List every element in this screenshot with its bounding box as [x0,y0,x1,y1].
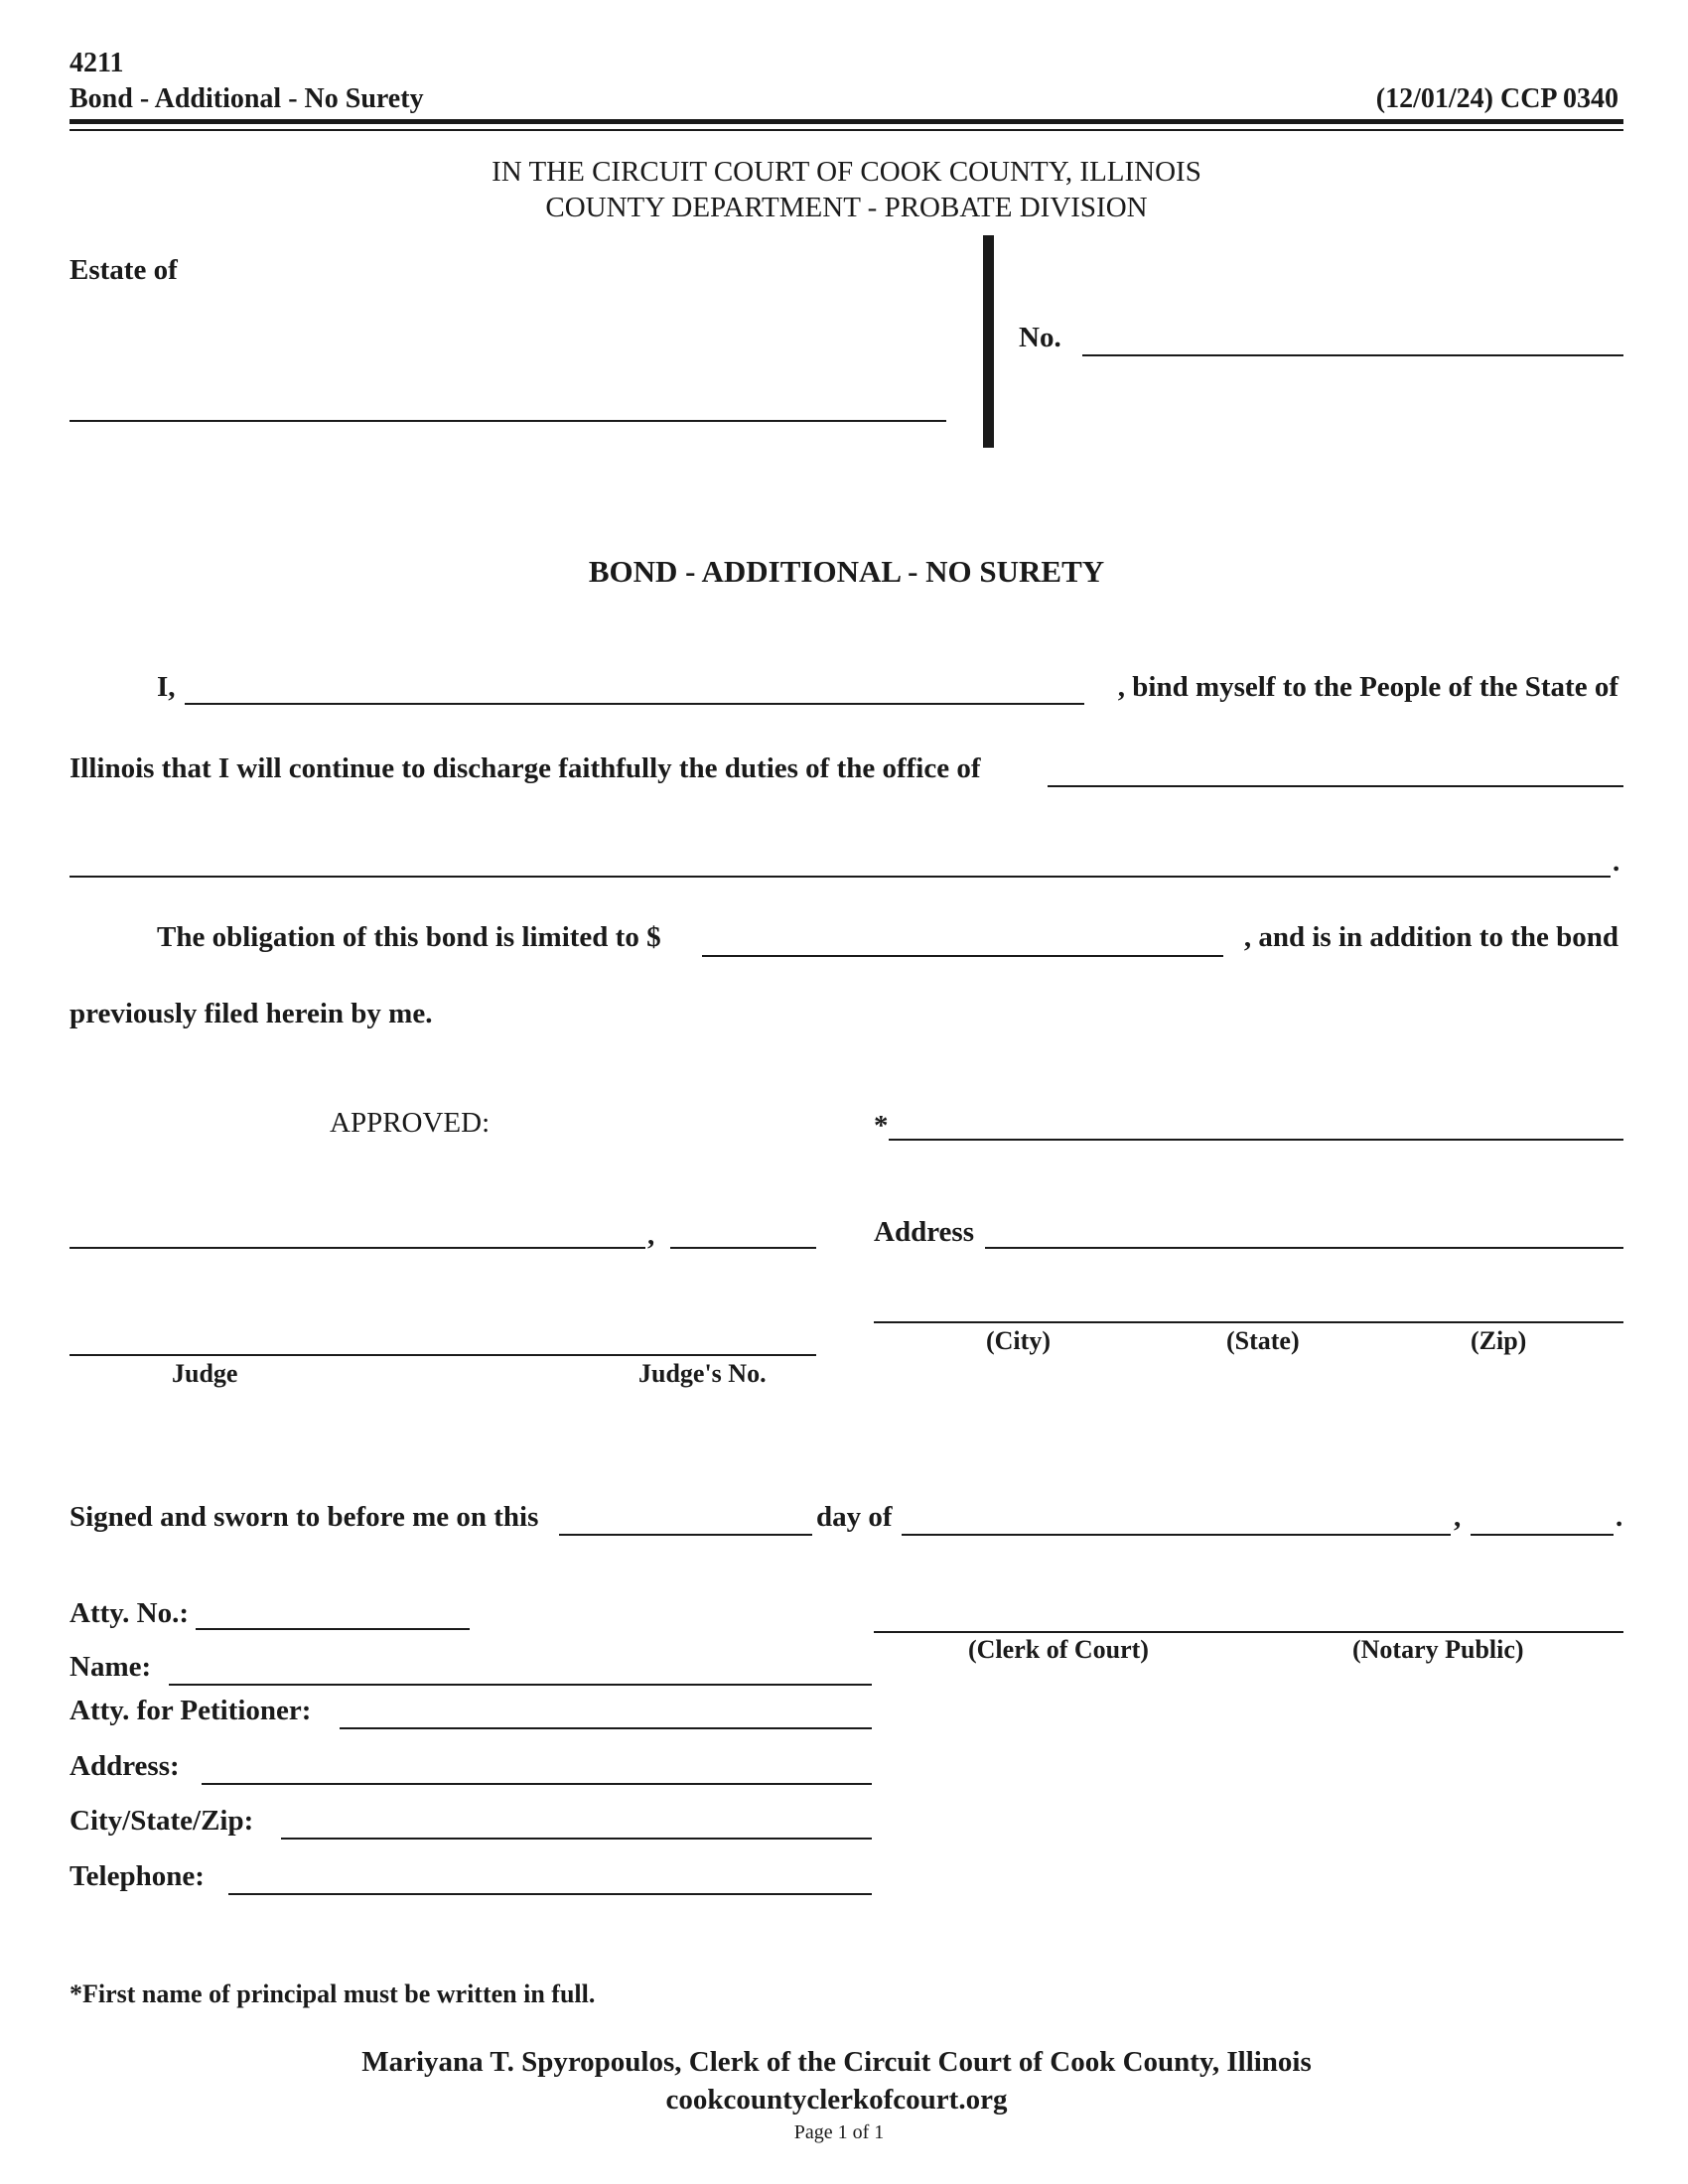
header-rule-thick [70,119,1623,124]
caption-divider [983,235,994,448]
p2-text: Illinois that I will continue to discharge faithfully the duties of the office of [70,752,981,784]
city-caption: (City) [986,1326,1051,1355]
case-no-label: No. [1019,322,1061,353]
court-heading-line2: COUNTY DEPARTMENT - PROBATE DIVISION [545,192,1148,223]
office-line-2[interactable] [70,876,1611,878]
court-heading-line1: IN THE CIRCUIT COURT OF COOK COUNTY, ILLINOIS [492,156,1201,188]
atty-name-line[interactable] [169,1684,872,1686]
atty-address-line[interactable] [202,1783,872,1785]
atty-no-label: Atty. No.: [70,1597,190,1629]
atty-name-label: Name: [70,1651,152,1683]
principal-asterisk: * [874,1110,889,1142]
atty-telephone-line[interactable] [228,1893,872,1895]
form-title-header: Bond - Additional - No Surety [70,83,424,114]
atty-for-line[interactable] [340,1727,872,1729]
atty-address-label: Address: [70,1750,180,1782]
footer-website[interactable]: cookcountyclerkofcourt.org [665,2084,1008,2116]
footnote: *First name of principal must be written in full. [70,1979,596,2008]
bond-title: BOND - ADDITIONAL - NO SURETY [588,554,1105,589]
principal-signature-line[interactable] [889,1139,1623,1141]
estate-of-label: Estate of [70,254,178,286]
principal-name-line[interactable] [185,703,1084,705]
judge-comma: , [647,1219,655,1251]
sworn-day-of: day of [816,1501,893,1533]
approved-label: APPROVED: [330,1107,491,1139]
atty-city-line[interactable] [281,1838,872,1840]
judge-signature-line[interactable] [70,1354,816,1356]
judge-no-caption: Judge's No. [638,1359,767,1388]
judge-name-line[interactable] [70,1247,645,1249]
sworn-year-line[interactable] [1471,1534,1614,1536]
sworn-start: Signed and sworn to before me on this [70,1501,539,1533]
judge-caption: Judge [172,1359,238,1388]
clerk-signature-line[interactable] [874,1631,1623,1633]
bond-amount-line[interactable] [702,955,1223,957]
clerk-caption: (Clerk of Court) [968,1635,1149,1664]
header-rule-thin [70,129,1623,131]
p3-end: , and is in addition to the bond [1243,921,1618,953]
sworn-comma: , [1454,1501,1462,1533]
p2-period: . [1613,846,1620,878]
sworn-day-line[interactable] [559,1534,812,1536]
city-state-zip-line[interactable] [874,1321,1623,1323]
principal-address-line[interactable] [985,1247,1623,1249]
p3-start: The obligation of this bond is limited to $ [157,921,661,953]
zip-caption: (Zip) [1471,1326,1527,1355]
estate-name-line[interactable] [70,420,946,422]
footer-clerk-line: Mariyana T. Spyropoulos, Clerk of the Circuit Court of Cook County, Illinois [361,2046,1312,2078]
atty-no-line[interactable] [196,1628,470,1630]
form-number: 4211 [70,48,124,78]
p1-start: I, [157,671,176,703]
sworn-month-line[interactable] [902,1534,1451,1536]
atty-city-label: City/State/Zip: [70,1805,254,1837]
p4-text: previously filed herein by me. [70,998,433,1029]
office-line-1[interactable] [1048,785,1623,787]
atty-telephone-label: Telephone: [70,1860,205,1892]
form-code: (12/01/24) CCP 0340 [1375,83,1618,114]
atty-for-label: Atty. for Petitioner: [70,1695,312,1726]
address-label: Address [874,1216,974,1248]
judge-date-line[interactable] [670,1247,816,1249]
state-caption: (State) [1226,1326,1300,1355]
notary-caption: (Notary Public) [1352,1635,1524,1664]
case-no-line[interactable] [1082,354,1623,356]
p1-end: , bind myself to the People of the State of [1117,671,1618,703]
sworn-period: . [1616,1501,1623,1533]
page-number: Page 1 of 1 [793,2121,885,2143]
